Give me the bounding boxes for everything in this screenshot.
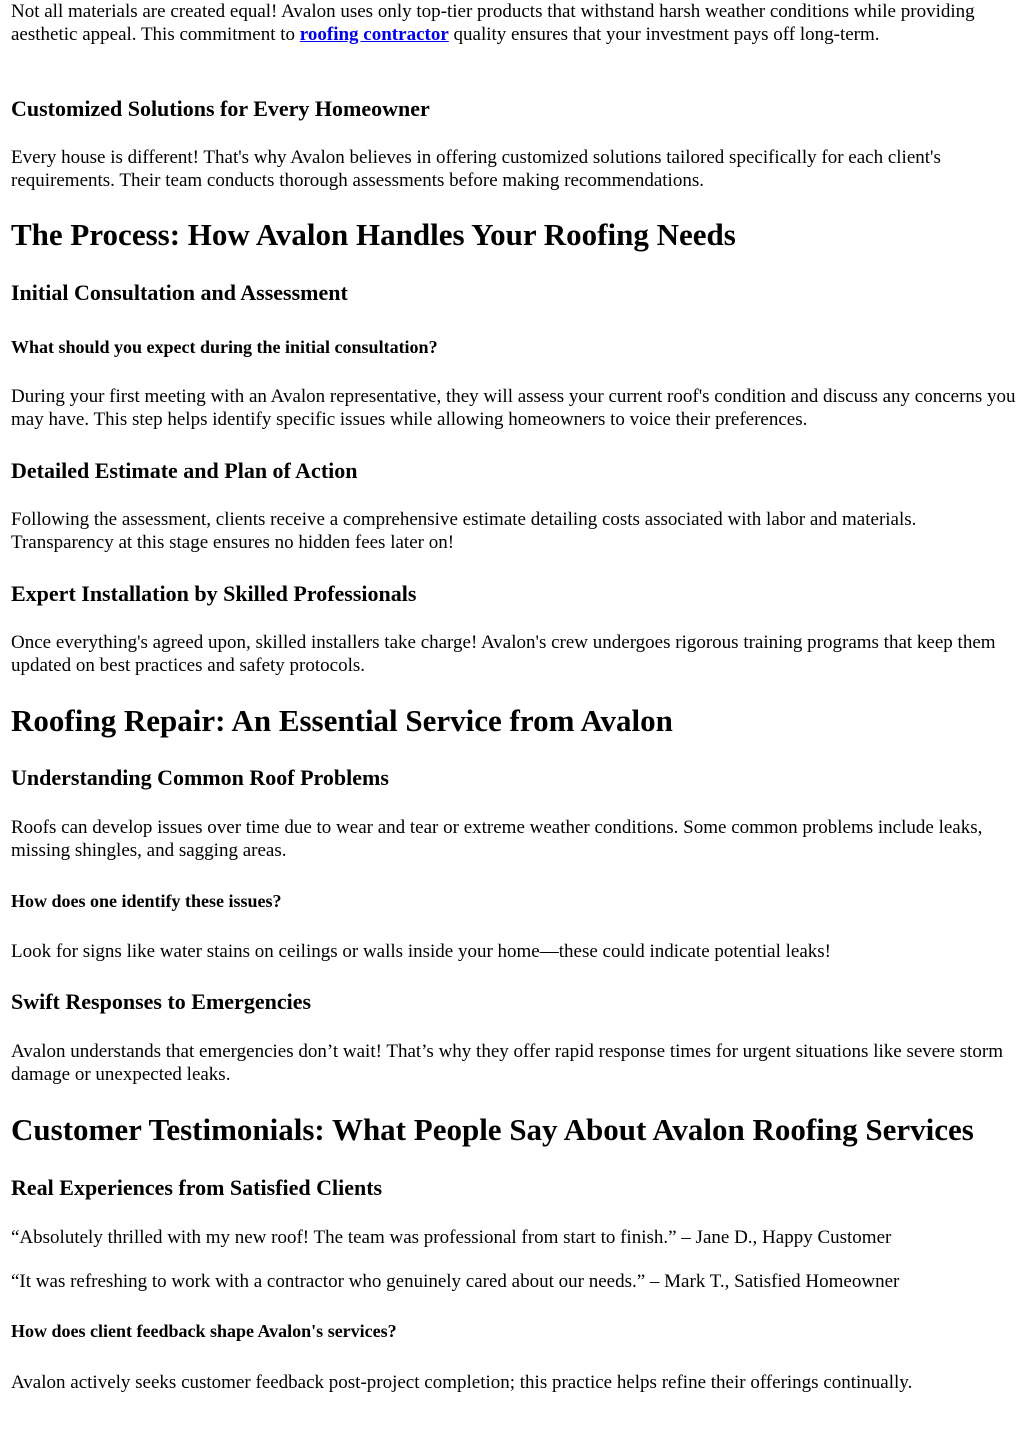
emergency-heading: Swift Responses to Emergencies [11, 989, 312, 1014]
installation-body: Once everything's agreed upon, skilled installers take charge! Avalon's crew undergoes rigorous training programs that keep them updated on best practices and safety protocols. [11, 632, 996, 677]
feedback-question: How does client feedback shape Avalon's services? [11, 1321, 397, 1341]
estimate-heading: Detailed Estimate and Plan of Action [11, 458, 358, 483]
consultation-question: What should you expect during the initial consultation? [11, 337, 438, 357]
intro-text-after-link: quality ensures that your investment pays off long-term. [448, 24, 880, 46]
testimonial-quote-1: “Absolutely thrilled with my new roof! The team was professional from start to finish.” – Jane D., Happy Customer [11, 1227, 892, 1248]
experiences-heading: Real Experiences from Satisfied Clients [11, 1175, 383, 1200]
problems-body: Roofs can develop issues over time due to wear and tear or extreme weather conditions. Some common problems include leaks, missing shingles, and sagging areas. [11, 817, 983, 862]
consultation-body: During your first meeting with an Avalon representative, they will assess your current roof's condition and discuss any concerns you may have. This step helps identify specific issues while allowing homeowners to voice their preferences. [11, 386, 1016, 431]
roofing-contractor-link[interactable]: roofing contractor [299, 24, 449, 46]
process-heading: The Process: How Avalon Handles Your Roofing Needs [11, 217, 736, 252]
identify-question: How does one identify these issues? [11, 891, 282, 911]
consultation-heading: Initial Consultation and Assessment [11, 280, 348, 305]
customized-solutions-heading: Customized Solutions for Every Homeowner [11, 96, 430, 121]
identify-body: Look for signs like water stains on ceilings or walls inside your home—these could indicate potential leaks! [11, 941, 831, 962]
testimonial-quote-2: “It was refreshing to work with a contractor who genuinely cared about our needs.” – Mark T., Satisfied Homeowner [11, 1271, 900, 1292]
customized-solutions-body: Every house is different! That's why Avalon believes in offering customized solutions tailored specifically for each client's requirements. Their team conducts thorough assessments before making recommendations. [11, 147, 941, 192]
feedback-body: Avalon actively seeks customer feedback post-project completion; this practice helps refine their offerings continually. [11, 1372, 913, 1393]
repair-heading: Roofing Repair: An Essential Service from Avalon [11, 703, 673, 738]
intro-paragraph [11, 0, 1016, 47]
problems-heading: Understanding Common Roof Problems [11, 765, 389, 790]
intro-text-before-link: Not all materials are created equal! Avalon uses only top-tier products that withstand harsh weather conditions while providing aesthetic appeal. This commitment to [11, 1, 975, 46]
emergency-body: Avalon understands that emergencies don’t wait! That’s why they offer rapid response times for urgent situations like severe storm damage or unexpected leaks. [11, 1041, 1003, 1086]
installation-heading: Expert Installation by Skilled Professionals [11, 581, 417, 606]
testimonials-heading: Customer Testimonials: What People Say About Avalon Roofing Services [11, 1112, 974, 1147]
estimate-body: Following the assessment, clients receive a comprehensive estimate detailing costs associated with labor and materials. Transparency at this stage ensures no hidden fees later on! [11, 509, 917, 554]
